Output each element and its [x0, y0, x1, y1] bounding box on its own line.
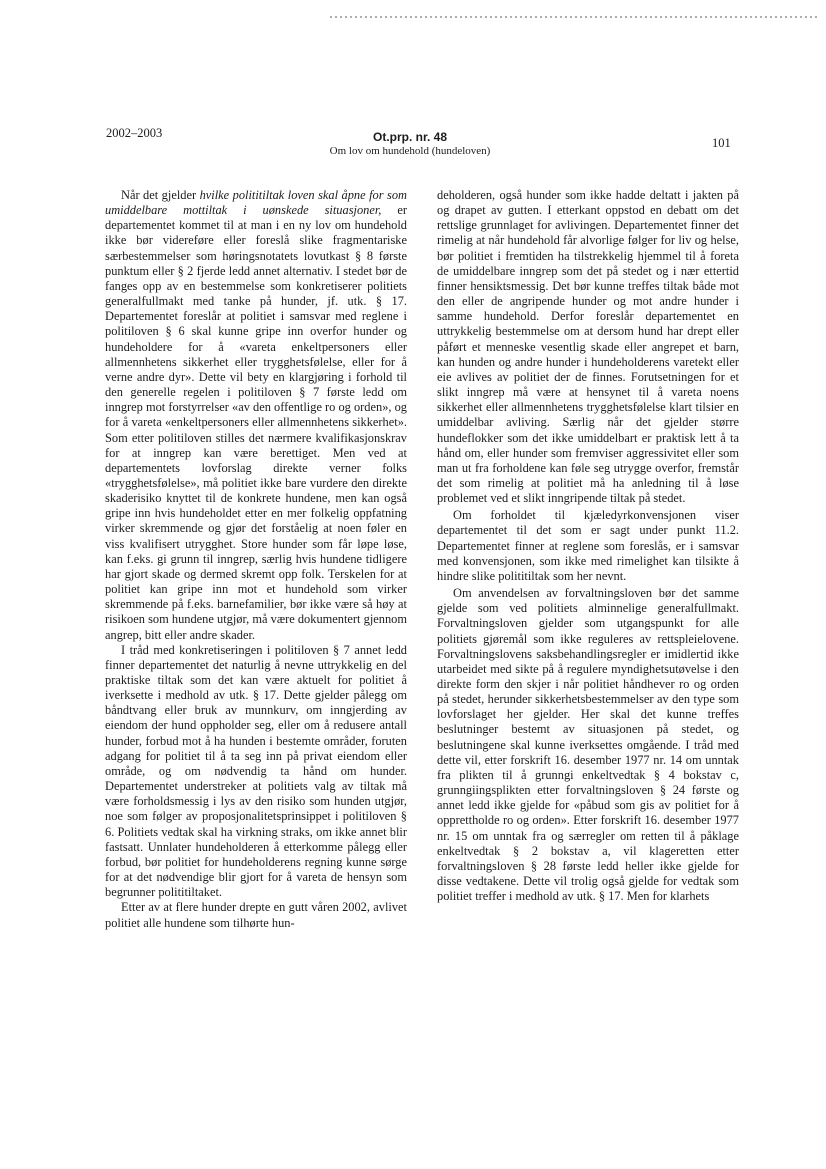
right-column: [437, 188, 739, 904]
paragraph-measures: [105, 188, 407, 643]
paragraph-intro: Når det gjelder: [121, 188, 200, 202]
page-number: 101: [712, 136, 731, 150]
paragraph-emphasis: hvilke polititiltak loven skal åpne for som umiddelbare mottiltak i uønskede situasjoner,: [105, 188, 408, 218]
paragraph-text: er departementet kommet til at man i en ny lov om hundehold ikke bør videreføre eller foreslå slike fragmentariske særbestemmelser som høringsnotatets lovutkast § 8 første punktum eller § 2 fjerde ledd annet alternativ. I stedet bør de fanges opp av en bestemmelse som konkretiserer politiets generalfullmakt med tanke på hunder, jf. utk. § 17. Departementet foreslår at politiet i samsvar med reglene i politiloven § 6 skal kunne gripe inn overfor hunder og hundeholdere for å «vareta enkeltpersoners eller allmennhetens sikkerhet eller trygghetsfølelse, eller for å verne andre dyr». Dette vil bety en klargjøring i forhold til den generelle regelen i politiloven § 7 første ledd om inngrep mot forstyrrelser «av den offentlige ro og orden», og for å vareta «enkeltpersoners eller allmennhetens sikkerhet». Som etter politiloven stilles det nærmere kvalifikasjonskrav for at inngrep kan være berettiget. Men ved at departementets lovforslag direkte verner folks «trygghetsfølelse», må politiet ikke bare vurdere den direkte skaderisiko knyttet til de konkrete hundene, men kan også gripe inn hvis hundeholdet etter en mer folkelig oppfatning virker skremmende og gjør det forståelig at noen føler en viss kvalifisert utrygghet. Store hunder som får løpe løse, kan f.eks. gi grunn til inngrep, særlig hvis hundene tidligere har gjort skade og dermed skremt opp folk. Terskelen for at politiet kan gripe inn mot et hundehold som virker skremmende på f.eks. barnefamilier, bør ikke være så høy at risikoen som hundene utgjør, må være dokumentert gjennom angrep, bitt eller andre skader.: [105, 203, 407, 642]
paragraph-incident: Etter av at flere hunder drepte en gutt våren 2002, avlivet politiet alle hundene som tilhørte hun-: [105, 900, 407, 930]
scan-artifact-line: [330, 16, 820, 18]
document-subtitle: Om lov om hundehold (hundeloven): [329, 145, 491, 157]
session-years: 2002–2003: [106, 126, 163, 140]
document-title: Ot.prp. nr. 48: [372, 130, 447, 144]
paragraph-administration-act: Om anvendelsen av forvaltningsloven bør det samme gjelde som ved politiets alminnelige generalfullmakt. Forvaltningsloven gjelder som utgangspunkt for alle politiets gjøremål som ikke reguleres av rettspleielovene. Forvaltningslovens saksbehandlingsregler er imidlertid ikke utarbeidet med sikte på å regulere myndighetsutøvelse i den direkte form den skjer i når politiet håndhever ro og orden på stedet, herunder sikkerhetsbestemmelser av den type som lovforslaget her gjelder. Her skal det kunne treffes beslutninger bestemt av situasjonen på stedet, og beslutningene skal kunne iverksettes omgående. I tråd med dette vil, etter forskrift 16. desember 1977 nr. 14 om unntak fra plikten til å grunngi enkeltvedtak § 4 bokstav c, grunngiingsplikten etter forvaltningsloven § 24 første og annet ledd ikke gjelde for «påbud som gis av politiet for å opprettholde ro og orden». Etter forskrift 16. desember 1977 nr. 15 om unntak fra og særregler om retten til å påklage enkeltvedtak § 2 bokstav a, vil klageretten etter forvaltningsloven § 28 første ledd heller ikke gjelde for disse vedtakene. Dette vil trolig også gjelde for vedtak som politiet treffer i medhold av utk. § 17. Men for klarhets: [437, 586, 739, 904]
paragraph-practical-measures: I tråd med konkretiseringen i politiloven § 7 annet ledd finner departementet det naturlig å nevne uttrykkelig en del praktiske tiltak som det kan være aktuelt for politiet å iverksette i medhold av utk. § 17. Dette gjelder pålegg om båndtvang eller bruk av munnkurv, om inngjerding av eiendom der hund oppholder seg, eller om å redusere antall hunder, forbud mot å ha hunden i bestemte områder, foruten adgang for politiet til å ta seg inn på privat eiendom eller område, og om nødvendig ta hånd om hunder. Departementet understreker at politiets valg av tiltak må være forholdsmessig i lys av den risiko som hunden utgjør, noe som følger av proposjonalitetsprinsippet i politiloven § 6. Politiets vedtak skal ha virkning straks, om ikke annet blir fastsatt. Unnlater hundeholderen å etterkomme pålegg eller forbud, bør politiet for hundeholderens regning kunne sørge for at det nødvendige blir gjort for å vareta de hensyn som begrunner polititiltaket.: [105, 642, 407, 900]
document-header: [310, 130, 510, 157]
paragraph-incident-continued: deholderen, også hunder som ikke hadde deltatt i jakten på og drapet av gutten. I etterkant oppstod en debatt om det rettslige grunnlaget for avlivingen. Departementet finner det rimelig at når hundehold får alvorlige følger for liv og helse, bør politiet i fremtiden ha tilstrekkelig hjemmel til å foreta de umiddelbare inngrep som det på stedet og i nær ettertid finner hensiktsmessig. Det bør kunne treffes tiltak både mot den eller de angripende hunder og mot andre hunder i samme hundehold. Derfor foreslår departementet en uttrykkelig bestemmelse om at dersom hund har drept eller påført et menneske vesentlig skade eller angrepet et barn, kan hunden og andre hunder i hundeholderens varetekt eller eie avlives av politiet der de finnes. Forutsetningen for et slikt inngrep må være at hensynet til å vareta noens sikkerhet eller allmennhetens trygghetsfølelse klart tilsier en umiddelbar avliving. Særlig når det gjelder større hundeflokker som det ikke umiddelbart er praktisk lett å ta hånd om, eller hunder som fremviser aggressivitet eller som man ut fra forholdene kan føle seg utrygge overfor, fremstår det som rimelig at politiet må ha anledning til å løse problemet ved et slikt inngripende tiltak på stedet.: [437, 188, 739, 506]
left-column: [105, 188, 407, 931]
paragraph-pet-convention: Om forholdet til kjæledyrkonvensjonen viser departementet til det som er sagt under punkt 11.2. Departementet finner at reglene som foreslås, er i samsvar med konvensjonen, som ikke med rimelighet kan tilsikte å hindre slike polititiltak som her nevnt.: [437, 508, 739, 583]
